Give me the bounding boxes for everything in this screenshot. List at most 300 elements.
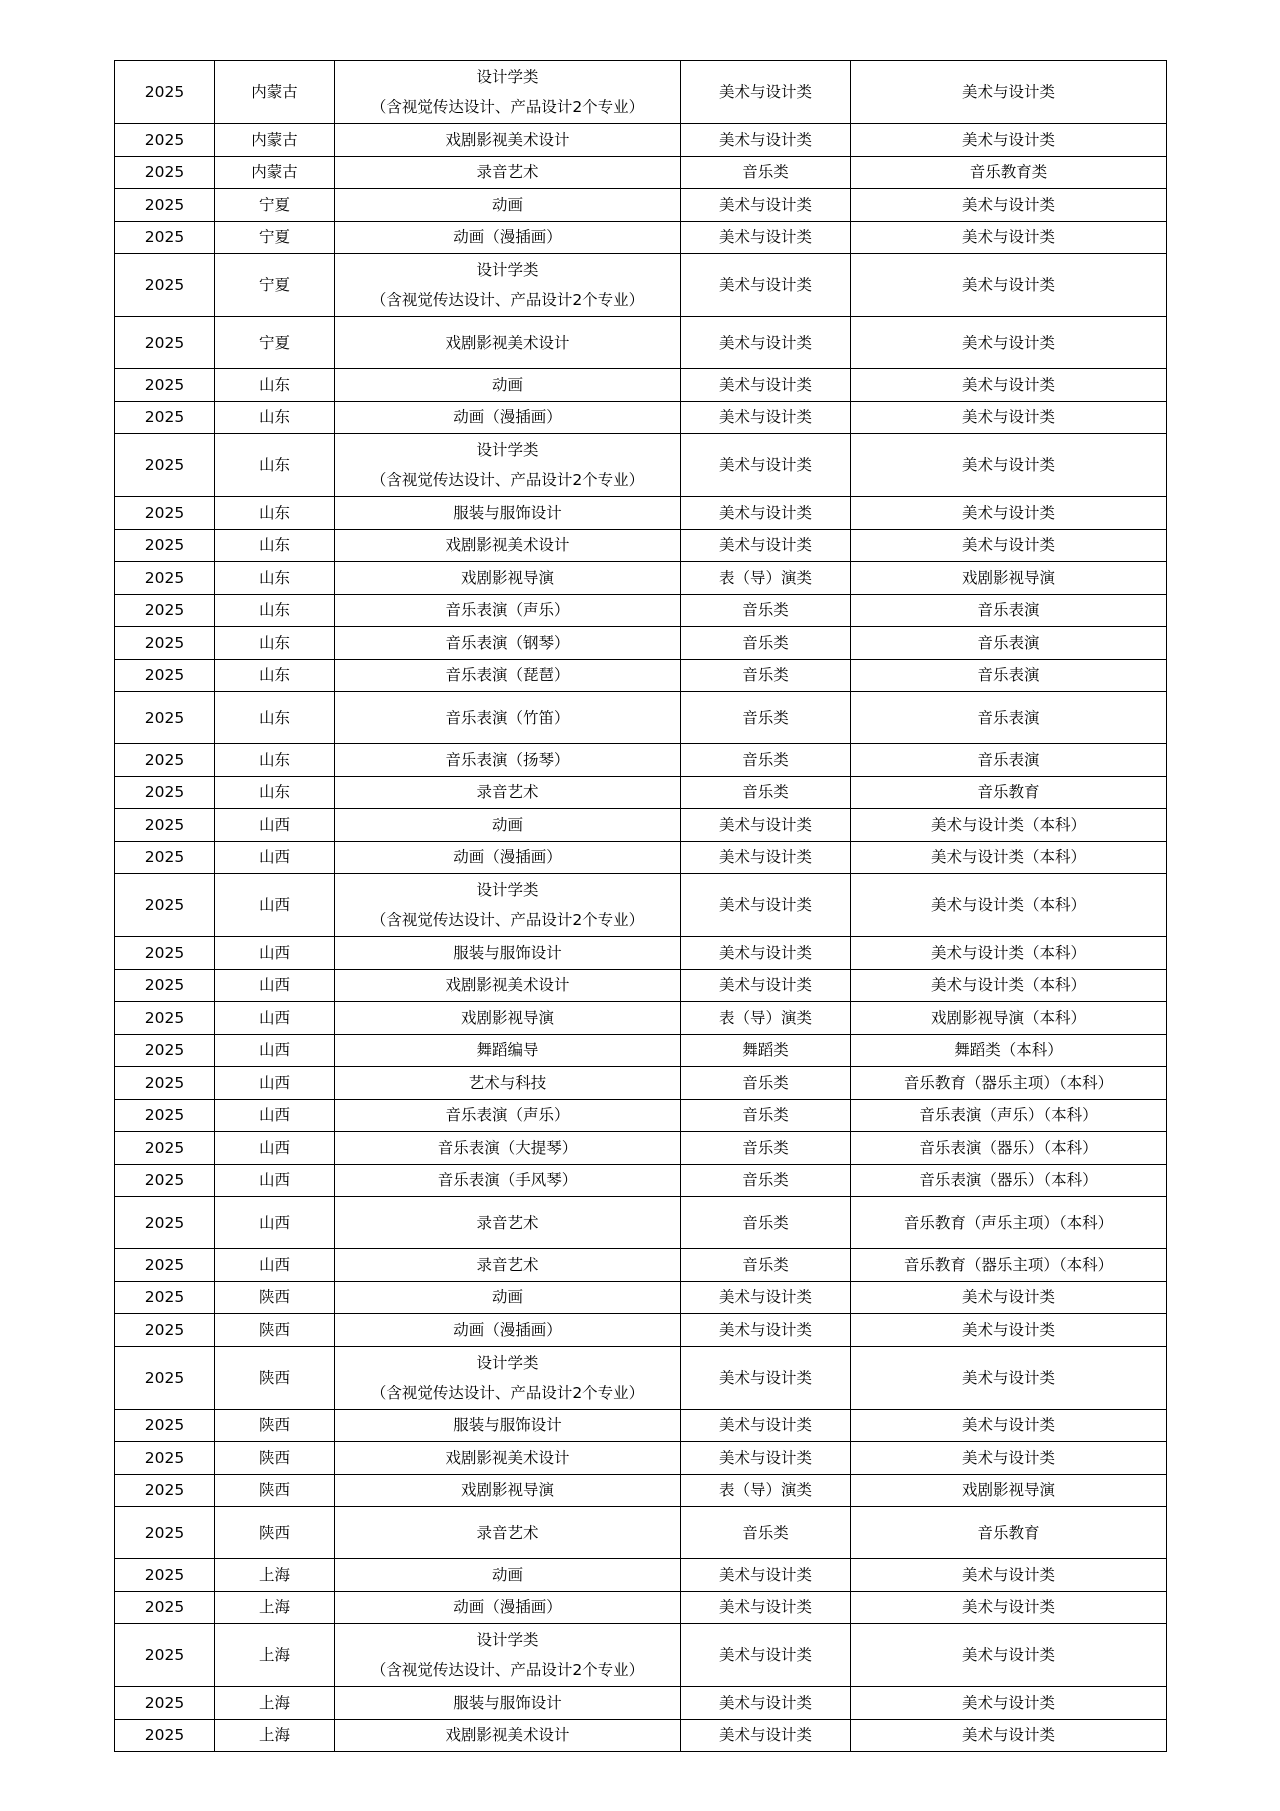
year-cell: 2025: [115, 627, 215, 660]
table-row: [115, 841, 1167, 874]
province-cell: 山东: [215, 562, 335, 595]
table-row: [115, 1132, 1167, 1165]
year-cell: 2025: [115, 369, 215, 402]
province-cell: 内蒙古: [215, 124, 335, 157]
category-cell: 美术与设计类: [681, 1346, 851, 1409]
major-line: 戏剧影视美术设计: [445, 333, 570, 352]
province-cell: 山西: [215, 1249, 335, 1282]
major-cell: [335, 1281, 681, 1314]
category-cell: 音乐类: [681, 1164, 851, 1197]
major-cell: [335, 401, 681, 434]
subject-cell: 音乐表演: [851, 744, 1167, 777]
major-line: 录音艺术: [476, 1255, 539, 1274]
category-cell: 美术与设计类: [681, 937, 851, 970]
major-line: 录音艺术: [476, 1523, 539, 1542]
major-cell: [335, 1314, 681, 1347]
table-row: [115, 1099, 1167, 1132]
major-cell: [335, 1067, 681, 1100]
category-cell: 音乐类: [681, 1067, 851, 1100]
subject-cell: 音乐表演: [851, 659, 1167, 692]
major-line: 服装与服饰设计: [453, 1416, 562, 1435]
category-cell: 美术与设计类: [681, 189, 851, 222]
province-cell: 山西: [215, 1002, 335, 1035]
province-cell: 宁夏: [215, 189, 335, 222]
major-line: 录音艺术: [476, 163, 539, 182]
major-line: 音乐表演（竹笛）: [445, 708, 570, 727]
table-row: [115, 1281, 1167, 1314]
province-cell: 山东: [215, 529, 335, 562]
category-cell: 表（导）演类: [681, 1002, 851, 1035]
province-cell: 上海: [215, 1719, 335, 1752]
major-line: 设计学类: [476, 1353, 539, 1372]
year-cell: 2025: [115, 1099, 215, 1132]
year-cell: 2025: [115, 1719, 215, 1752]
major-cell: [335, 969, 681, 1002]
major-cell: [335, 61, 681, 124]
province-cell: 山西: [215, 1164, 335, 1197]
major-line: （含视觉传达设计、产品设计2个专业）: [370, 1661, 645, 1679]
province-cell: 内蒙古: [215, 61, 335, 124]
year-cell: 2025: [115, 1559, 215, 1592]
major-line: 设计学类: [476, 441, 539, 459]
table-row: [115, 969, 1167, 1002]
category-cell: 音乐类: [681, 1507, 851, 1559]
province-cell: 陕西: [215, 1474, 335, 1507]
subject-cell: 戏剧影视导演: [851, 562, 1167, 595]
subject-cell: 音乐教育: [851, 1507, 1167, 1559]
category-cell: 音乐类: [681, 692, 851, 744]
major-line: 服装与服饰设计: [453, 943, 562, 962]
major-cell: [335, 1002, 681, 1035]
table-row: [115, 1164, 1167, 1197]
table-row: [115, 1002, 1167, 1035]
category-cell: 美术与设计类: [681, 1409, 851, 1442]
major-line: 设计学类: [476, 261, 539, 279]
major-line: 服装与服饰设计: [453, 503, 562, 522]
major-cell: [335, 744, 681, 777]
year-cell: 2025: [115, 1164, 215, 1197]
table-row: [115, 776, 1167, 809]
table-row: [115, 1314, 1167, 1347]
province-cell: 上海: [215, 1559, 335, 1592]
province-cell: 宁夏: [215, 317, 335, 369]
category-cell: 美术与设计类: [681, 254, 851, 317]
major-cell: [335, 497, 681, 530]
subject-cell: 音乐表演: [851, 692, 1167, 744]
table-row: [115, 744, 1167, 777]
category-cell: 舞蹈类: [681, 1034, 851, 1067]
table-row: [115, 1507, 1167, 1559]
category-cell: 美术与设计类: [681, 401, 851, 434]
major-line: 戏剧影视美术设计: [445, 130, 570, 149]
table-row: [115, 1034, 1167, 1067]
subject-cell: 音乐表演（器乐）（本科）: [851, 1164, 1167, 1197]
province-cell: 宁夏: [215, 221, 335, 254]
year-cell: 2025: [115, 562, 215, 595]
year-cell: 2025: [115, 434, 215, 497]
admissions-table: [114, 60, 1167, 1752]
province-cell: 山西: [215, 874, 335, 937]
major-cell: [335, 434, 681, 497]
subject-cell: 美术与设计类: [851, 497, 1167, 530]
year-cell: 2025: [115, 594, 215, 627]
major-cell: [335, 1591, 681, 1624]
table-row: [115, 1346, 1167, 1409]
major-cell: [335, 369, 681, 402]
year-cell: 2025: [115, 1624, 215, 1687]
major-line: 音乐表演（扬琴）: [445, 750, 570, 769]
year-cell: 2025: [115, 776, 215, 809]
major-line: 动画: [491, 1565, 523, 1584]
subject-cell: 音乐表演（声乐）（本科）: [851, 1099, 1167, 1132]
category-cell: 美术与设计类: [681, 1442, 851, 1475]
table-row: [115, 1249, 1167, 1282]
major-line: 戏剧影视美术设计: [445, 1726, 570, 1745]
year-cell: 2025: [115, 969, 215, 1002]
subject-cell: 美术与设计类: [851, 1687, 1167, 1720]
year-cell: 2025: [115, 497, 215, 530]
subject-cell: 音乐教育（器乐主项）（本科）: [851, 1067, 1167, 1100]
subject-cell: 美术与设计类（本科）: [851, 937, 1167, 970]
year-cell: 2025: [115, 692, 215, 744]
province-cell: 陕西: [215, 1281, 335, 1314]
category-cell: 美术与设计类: [681, 1687, 851, 1720]
subject-cell: 音乐教育: [851, 776, 1167, 809]
subject-cell: 美术与设计类（本科）: [851, 841, 1167, 874]
subject-cell: 美术与设计类: [851, 1409, 1167, 1442]
province-cell: 山东: [215, 776, 335, 809]
table-row: [115, 1719, 1167, 1752]
category-cell: 音乐类: [681, 1197, 851, 1249]
major-line: （含视觉传达设计、产品设计2个专业）: [370, 911, 645, 929]
major-cell: [335, 627, 681, 660]
major-cell: [335, 1099, 681, 1132]
major-cell: [335, 189, 681, 222]
year-cell: 2025: [115, 401, 215, 434]
category-cell: 音乐类: [681, 1249, 851, 1282]
major-cell: [335, 562, 681, 595]
major-cell: [335, 1249, 681, 1282]
category-cell: 美术与设计类: [681, 61, 851, 124]
year-cell: 2025: [115, 1281, 215, 1314]
subject-cell: 美术与设计类: [851, 254, 1167, 317]
major-cell: [335, 1034, 681, 1067]
province-cell: 山东: [215, 744, 335, 777]
table-row: [115, 874, 1167, 937]
major-cell: [335, 1474, 681, 1507]
major-line: 动画（漫插画）: [453, 848, 562, 867]
subject-cell: 戏剧影视导演（本科）: [851, 1002, 1167, 1035]
major-line: 戏剧影视美术设计: [445, 976, 570, 995]
year-cell: 2025: [115, 1002, 215, 1035]
subject-cell: 美术与设计类: [851, 1719, 1167, 1752]
province-cell: 山东: [215, 401, 335, 434]
major-line: 动画: [491, 195, 523, 214]
table-row: [115, 529, 1167, 562]
subject-cell: 美术与设计类: [851, 221, 1167, 254]
table-row: [115, 189, 1167, 222]
category-cell: 音乐类: [681, 776, 851, 809]
table-row: [115, 1687, 1167, 1720]
major-cell: [335, 221, 681, 254]
table-row: [115, 1559, 1167, 1592]
major-line: （含视觉传达设计、产品设计2个专业）: [370, 98, 645, 116]
major-line: （含视觉传达设计、产品设计2个专业）: [370, 471, 645, 489]
province-cell: 山西: [215, 937, 335, 970]
subject-cell: 美术与设计类: [851, 189, 1167, 222]
subject-cell: 美术与设计类: [851, 1346, 1167, 1409]
major-line: 服装与服饰设计: [453, 1693, 562, 1712]
major-line: 设计学类: [476, 68, 539, 86]
province-cell: 山西: [215, 969, 335, 1002]
major-line: 音乐表演（琵琶）: [445, 666, 570, 685]
category-cell: 音乐类: [681, 594, 851, 627]
year-cell: 2025: [115, 1067, 215, 1100]
major-line: 设计学类: [476, 881, 539, 899]
province-cell: 上海: [215, 1624, 335, 1687]
subject-cell: 美术与设计类: [851, 1281, 1167, 1314]
category-cell: 美术与设计类: [681, 317, 851, 369]
category-cell: 表（导）演类: [681, 562, 851, 595]
category-cell: 美术与设计类: [681, 841, 851, 874]
major-line: 设计学类: [476, 1631, 539, 1649]
category-cell: 音乐类: [681, 1099, 851, 1132]
major-cell: [335, 809, 681, 842]
category-cell: 音乐类: [681, 659, 851, 692]
subject-cell: 美术与设计类: [851, 401, 1167, 434]
table-row: [115, 1442, 1167, 1475]
major-cell: [335, 1687, 681, 1720]
category-cell: 表（导）演类: [681, 1474, 851, 1507]
table-row: [115, 497, 1167, 530]
year-cell: 2025: [115, 317, 215, 369]
province-cell: 陕西: [215, 1507, 335, 1559]
category-cell: 美术与设计类: [681, 874, 851, 937]
table-row: [115, 1067, 1167, 1100]
province-cell: 山东: [215, 692, 335, 744]
category-cell: 美术与设计类: [681, 1559, 851, 1592]
subject-cell: 美术与设计类: [851, 317, 1167, 369]
major-line: 动画（漫插画）: [453, 1320, 562, 1339]
year-cell: 2025: [115, 124, 215, 157]
subject-cell: 美术与设计类（本科）: [851, 969, 1167, 1002]
province-cell: 内蒙古: [215, 156, 335, 189]
category-cell: 美术与设计类: [681, 434, 851, 497]
subject-cell: 美术与设计类: [851, 434, 1167, 497]
table-row: [115, 61, 1167, 124]
year-cell: 2025: [115, 529, 215, 562]
year-cell: 2025: [115, 156, 215, 189]
category-cell: 音乐类: [681, 1132, 851, 1165]
category-cell: 美术与设计类: [681, 221, 851, 254]
major-line: 录音艺术: [476, 1213, 539, 1232]
major-line: 动画: [491, 1288, 523, 1307]
major-cell: [335, 156, 681, 189]
year-cell: 2025: [115, 1687, 215, 1720]
category-cell: 美术与设计类: [681, 497, 851, 530]
table-row: [115, 692, 1167, 744]
category-cell: 美术与设计类: [681, 529, 851, 562]
category-cell: 音乐类: [681, 627, 851, 660]
year-cell: 2025: [115, 1132, 215, 1165]
major-cell: [335, 1442, 681, 1475]
subject-cell: 美术与设计类: [851, 1591, 1167, 1624]
year-cell: 2025: [115, 1197, 215, 1249]
subject-cell: 音乐教育（器乐主项）（本科）: [851, 1249, 1167, 1282]
subject-cell: 戏剧影视导演: [851, 1474, 1167, 1507]
major-line: 音乐表演（声乐）: [445, 1106, 570, 1125]
major-line: 音乐表演（大提琴）: [437, 1138, 578, 1157]
major-cell: [335, 529, 681, 562]
major-cell: [335, 659, 681, 692]
subject-cell: 美术与设计类: [851, 529, 1167, 562]
table-row: [115, 369, 1167, 402]
province-cell: 山西: [215, 1067, 335, 1100]
subject-cell: 美术与设计类: [851, 1442, 1167, 1475]
table-row: [115, 562, 1167, 595]
table-body: [115, 61, 1167, 1752]
major-cell: [335, 1132, 681, 1165]
year-cell: 2025: [115, 1591, 215, 1624]
major-line: 动画: [491, 815, 523, 834]
subject-cell: 音乐表演（器乐）（本科）: [851, 1132, 1167, 1165]
major-line: 舞蹈编导: [476, 1041, 539, 1060]
major-cell: [335, 692, 681, 744]
subject-cell: 音乐表演: [851, 594, 1167, 627]
category-cell: 美术与设计类: [681, 969, 851, 1002]
subject-cell: 音乐教育（声乐主项）（本科）: [851, 1197, 1167, 1249]
year-cell: 2025: [115, 1474, 215, 1507]
major-line: 音乐表演（钢琴）: [445, 633, 570, 652]
major-line: 动画（漫插画）: [453, 228, 562, 247]
province-cell: 陕西: [215, 1314, 335, 1347]
major-cell: [335, 124, 681, 157]
province-cell: 宁夏: [215, 254, 335, 317]
table-row: [115, 317, 1167, 369]
year-cell: 2025: [115, 874, 215, 937]
major-cell: [335, 1409, 681, 1442]
province-cell: 山东: [215, 434, 335, 497]
major-line: 动画: [491, 375, 523, 394]
year-cell: 2025: [115, 1249, 215, 1282]
major-cell: [335, 1507, 681, 1559]
major-cell: [335, 1197, 681, 1249]
category-cell: 美术与设计类: [681, 1719, 851, 1752]
table-row: [115, 937, 1167, 970]
year-cell: 2025: [115, 254, 215, 317]
table-row: [115, 1591, 1167, 1624]
table-row: [115, 434, 1167, 497]
major-line: 戏剧影视导演: [460, 568, 554, 587]
table-row: [115, 1197, 1167, 1249]
year-cell: 2025: [115, 221, 215, 254]
major-line: （含视觉传达设计、产品设计2个专业）: [370, 291, 645, 309]
category-cell: 美术与设计类: [681, 124, 851, 157]
province-cell: 陕西: [215, 1346, 335, 1409]
year-cell: 2025: [115, 659, 215, 692]
subject-cell: 美术与设计类（本科）: [851, 874, 1167, 937]
major-line: 戏剧影视导演: [460, 1481, 554, 1500]
table-row: [115, 401, 1167, 434]
year-cell: 2025: [115, 1442, 215, 1475]
province-cell: 上海: [215, 1687, 335, 1720]
major-cell: [335, 937, 681, 970]
year-cell: 2025: [115, 744, 215, 777]
subject-cell: 音乐表演: [851, 627, 1167, 660]
major-cell: [335, 594, 681, 627]
subject-cell: 舞蹈类（本科）: [851, 1034, 1167, 1067]
province-cell: 山东: [215, 659, 335, 692]
year-cell: 2025: [115, 841, 215, 874]
major-cell: [335, 1719, 681, 1752]
province-cell: 山西: [215, 841, 335, 874]
table-row: [115, 156, 1167, 189]
year-cell: 2025: [115, 1507, 215, 1559]
major-cell: [335, 1346, 681, 1409]
category-cell: 美术与设计类: [681, 1281, 851, 1314]
table-row: [115, 809, 1167, 842]
year-cell: 2025: [115, 937, 215, 970]
year-cell: 2025: [115, 189, 215, 222]
table-row: [115, 1409, 1167, 1442]
province-cell: 山西: [215, 1132, 335, 1165]
major-cell: [335, 841, 681, 874]
major-line: 戏剧影视导演: [460, 1008, 554, 1027]
province-cell: 山西: [215, 809, 335, 842]
year-cell: 2025: [115, 1034, 215, 1067]
category-cell: 美术与设计类: [681, 369, 851, 402]
province-cell: 山西: [215, 1099, 335, 1132]
table-row: [115, 659, 1167, 692]
major-line: （含视觉传达设计、产品设计2个专业）: [370, 1383, 645, 1402]
major-cell: [335, 1164, 681, 1197]
year-cell: 2025: [115, 809, 215, 842]
province-cell: 陕西: [215, 1442, 335, 1475]
major-cell: [335, 317, 681, 369]
table-row: [115, 627, 1167, 660]
category-cell: 音乐类: [681, 744, 851, 777]
major-cell: [335, 776, 681, 809]
year-cell: 2025: [115, 1346, 215, 1409]
table-row: [115, 254, 1167, 317]
major-line: 戏剧影视美术设计: [445, 536, 570, 555]
subject-cell: 音乐教育类: [851, 156, 1167, 189]
year-cell: 2025: [115, 61, 215, 124]
major-line: 音乐表演（声乐）: [445, 601, 570, 620]
category-cell: 音乐类: [681, 156, 851, 189]
category-cell: 美术与设计类: [681, 1591, 851, 1624]
province-cell: 山西: [215, 1034, 335, 1067]
year-cell: 2025: [115, 1409, 215, 1442]
subject-cell: 美术与设计类: [851, 1314, 1167, 1347]
table-row: [115, 594, 1167, 627]
subject-cell: 美术与设计类: [851, 124, 1167, 157]
major-line: 戏剧影视美术设计: [445, 1448, 570, 1467]
category-cell: 美术与设计类: [681, 1314, 851, 1347]
year-cell: 2025: [115, 1314, 215, 1347]
subject-cell: 美术与设计类: [851, 1559, 1167, 1592]
major-line: 动画（漫插画）: [453, 1598, 562, 1617]
major-cell: [335, 1624, 681, 1687]
province-cell: 山东: [215, 369, 335, 402]
major-line: 音乐表演（手风琴）: [437, 1171, 578, 1190]
major-cell: [335, 254, 681, 317]
major-cell: [335, 1559, 681, 1592]
province-cell: 山东: [215, 594, 335, 627]
province-cell: 山东: [215, 497, 335, 530]
province-cell: 山西: [215, 1197, 335, 1249]
province-cell: 陕西: [215, 1409, 335, 1442]
